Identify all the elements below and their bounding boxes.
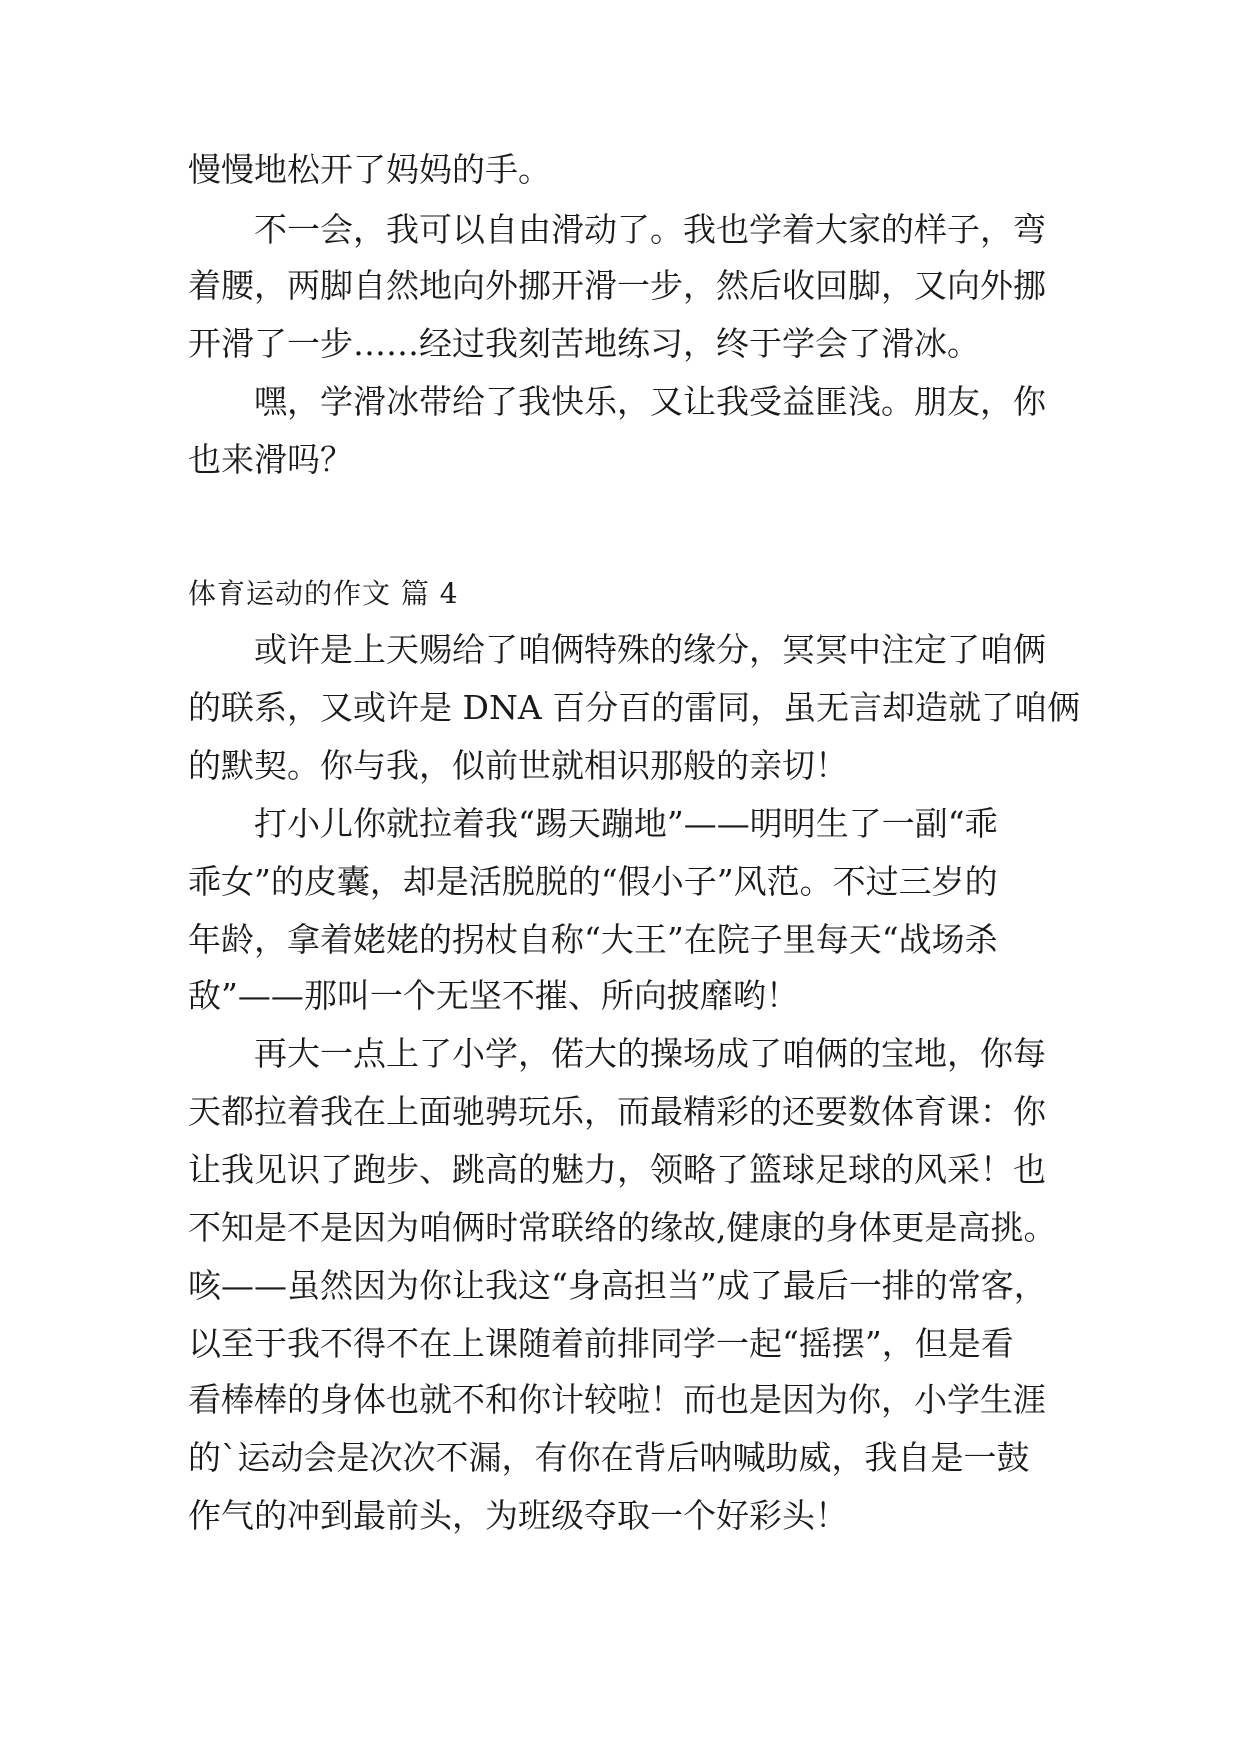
text-line: 乖女”的皮囊，却是活脱脱的“假小子”风范。不过三岁的 [188,862,998,901]
text-line: 让我见识了跑步、跳高的魅力，领略了篮球足球的风采！也 [188,1150,1046,1189]
text-line: 或许是上天赐给了咱俩特殊的缘分，冥冥中注定了咱俩 [254,630,1046,669]
section-heading: 体育运动的作文 篇 4 [188,577,459,610]
text-line: 不一会，我可以自由滑动了。我也学着大家的样子，弯 [254,210,1046,249]
text-line: 的`运动会是次次不漏，有你在背后呐喊助威，我自是一鼓 [188,1438,1030,1477]
text-line: 敌”——那叫一个无坚不摧、所向披靡哟！ [188,976,799,1015]
text-line: 开滑了一步……经过我刻苦地练习，终于学会了滑冰。 [188,324,980,363]
text-line: 年龄，拿着姥姥的拐杖自称“大王”在院子里每天“战场杀 [188,920,998,959]
text-line: 着腰，两脚自然地向外挪开滑一步，然后收回脚，又向外挪 [188,266,1046,305]
text-line: 再大一点上了小学，偌大的操场成了咱俩的宝地，你每 [254,1034,1046,1073]
text-line: 看棒棒的身体也就不和你计较啦！而也是因为你，小学生涯 [188,1380,1046,1419]
text-line: 天都拉着我在上面驰骋玩乐，而最精彩的还要数体育课：你 [188,1092,1046,1131]
text-line: 以至于我不得不在上课随着前排同学一起“摇摆”，但是看 [188,1324,1014,1363]
text-line: 的联系，又或许是 DNA 百分百的雷同，虽无言却造就了咱俩 [188,688,1081,727]
text-line: 不知是不是因为咱俩时常联络的缘故,健康的身体更是高挑。 [188,1208,1057,1247]
text-line: 也来滑吗？ [188,440,353,479]
text-line: 嘿，学滑冰带给了我快乐，又让我受益匪浅。朋友，你 [254,382,1046,421]
text-line: 的默契。你与我，似前世就相识那般的亲切！ [188,746,848,785]
text-line: 慢慢地松开了妈妈的手。 [188,150,551,189]
text-line: 打小儿你就拉着我“踢天蹦地”——明明生了一副“乖 [254,804,998,843]
text-line: 作气的冲到最前头，为班级夺取一个好彩头！ [188,1496,848,1535]
text-line: 咳——虽然因为你让我这“身高担当”成了最后一排的常客， [188,1266,1047,1305]
